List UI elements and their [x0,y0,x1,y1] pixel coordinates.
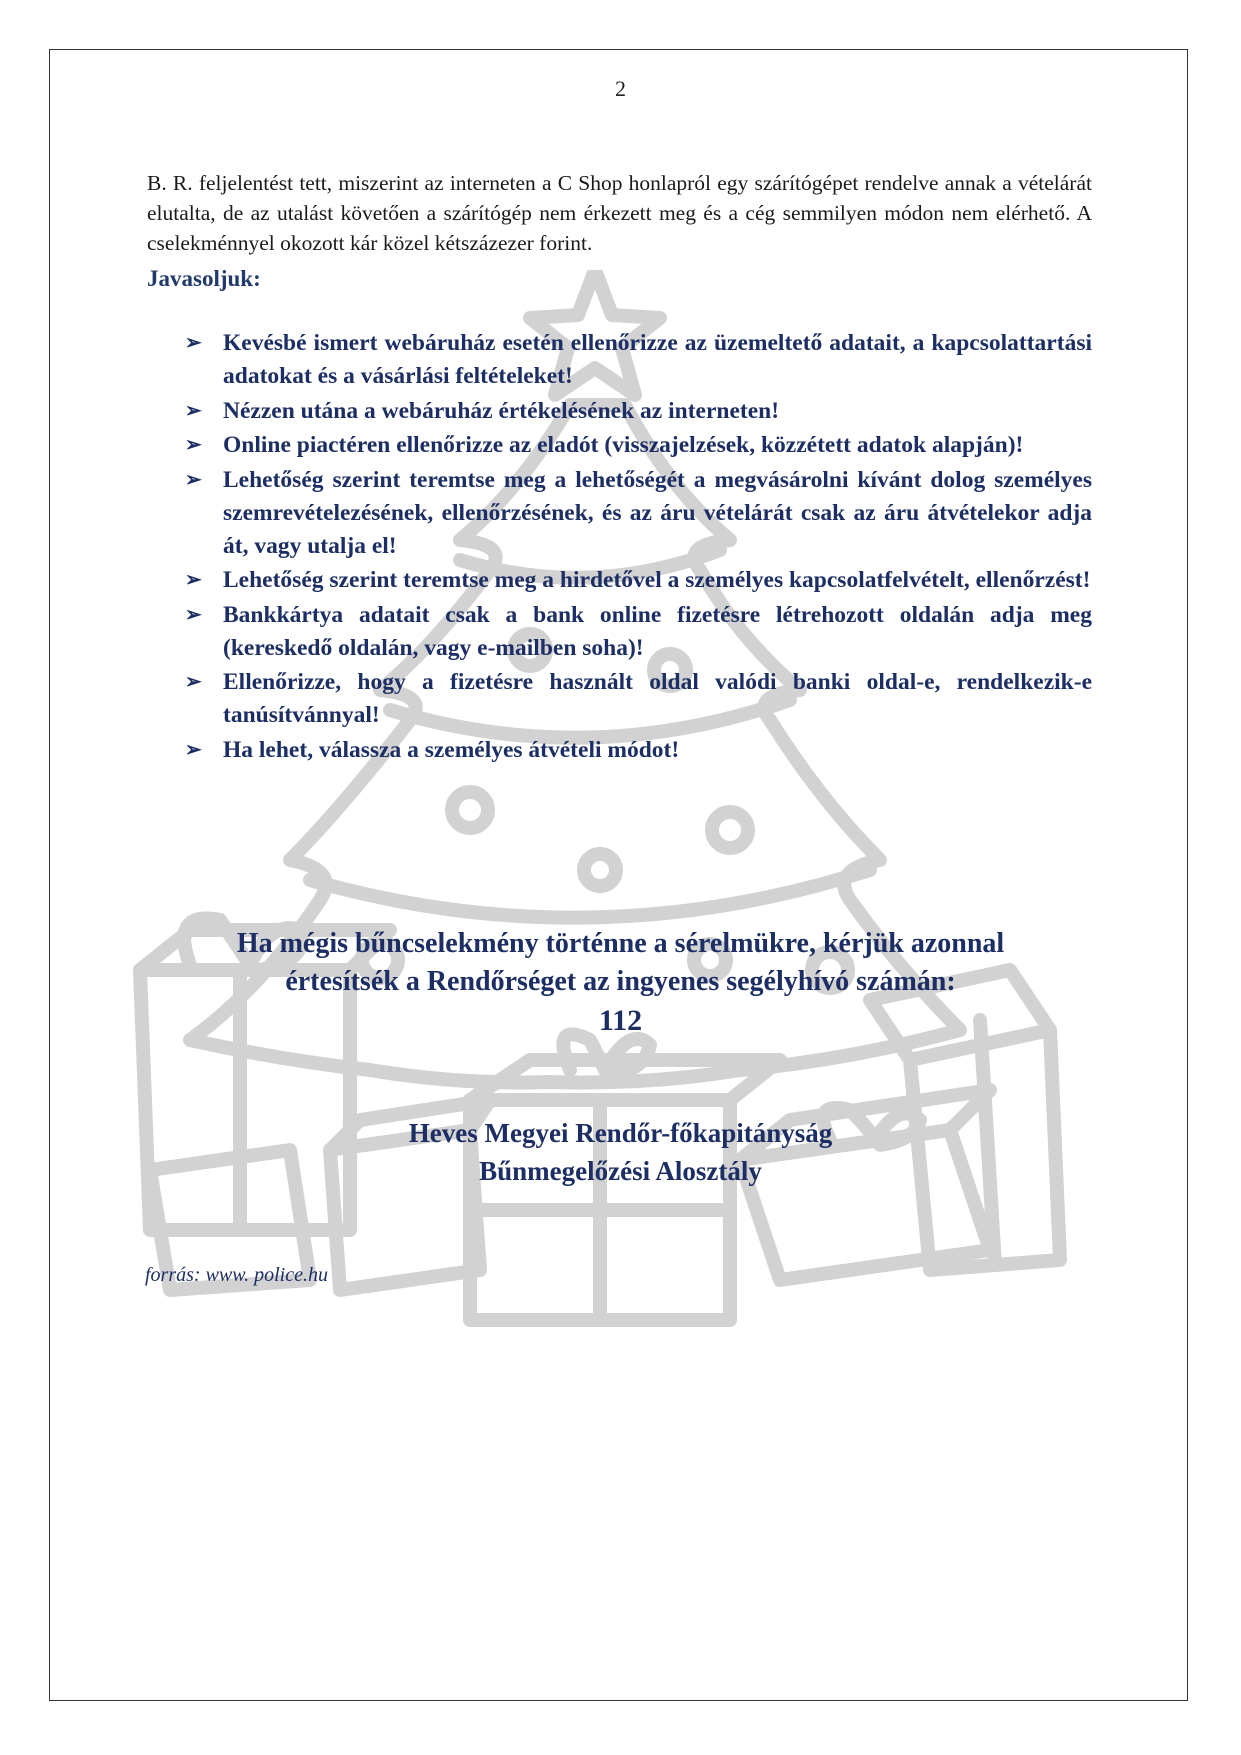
tip-text: Kevésbé ismert webáruház esetén ellenőrizze az üzemeltető adatait, a kapcsolattartási adatokat és a vásárlási feltételeket! [223,330,1092,389]
emergency-notice [0,925,1241,1041]
arrowhead-bullet-icon: ➢ [185,671,202,693]
list-item [185,599,1092,665]
tips-list [185,327,1092,768]
emergency-number: 112 [598,1004,643,1037]
intro-paragraph: B. R. feljelentést tett, miszerint az interneten a C Shop honlapról egy szárítógépet rendelve annak a vételárát elutalta, de az utalást követően a szárítógép nem érkezett meg és a cég semmilyen módon nem elérhető. A cselekménnyel okozott kár közel kétszázezer forint. [147,170,1092,255]
list-item [185,666,1092,732]
arrowhead-bullet-icon: ➢ [185,468,202,491]
emergency-line-1: Ha mégis bűncselekmény történne a sérelmükre, kérjük azonnal [236,928,1005,959]
tip-text: Bankkártya adatait csak a bank online fizetésre létrehozott oldalán adja meg (kereskedő oldalán, vagy e-mailben soha)! [223,601,1092,661]
list-item [185,464,1092,563]
page-number: 2 [615,76,626,101]
arrowhead-bullet-icon: ➢ [185,399,202,422]
recommendations-heading: Javasoljuk: [147,266,261,291]
signature-block [0,1114,1241,1190]
tip-text: Lehetőség szerint teremtse meg a lehetőségét a megvásárolni kívánt dolog személyes szemrevételezésének, ellenőrzésének, és az áru vételárát csak az áru átvételekor adja át, vagy utalja el! [223,466,1092,559]
tip-text: Ha lehet, válassza a személyes átvételi módot! [223,736,680,763]
tip-text: Lehetőség szerint teremtse meg a hirdetővel a személyes kapcsolatfelvételt, ellenőrzést! [223,567,1091,593]
arrowhead-bullet-icon: ➢ [185,603,202,626]
arrowhead-bullet-icon: ➢ [185,569,202,591]
list-item [185,395,1092,428]
list-item [185,564,1092,597]
tip-text: Ellenőrizze, hogy a fizetésre használt oldal valódi banki oldal-e, rendelkezik-e tanúsítvánnyal! [223,669,1092,728]
tip-text: Nézzen utána a webáruház értékelésének az interneten! [223,397,780,424]
signature-department: Bűnmegelőzési Alosztály [479,1156,762,1186]
source-note: forrás: www. police.hu [145,1264,328,1286]
arrowhead-bullet-icon: ➢ [185,738,202,761]
list-item [185,734,1092,767]
list-item [185,327,1092,393]
arrowhead-bullet-icon: ➢ [185,332,202,354]
emergency-line-2: értesítsék a Rendőrséget az ingyenes segélyhívó számán: [285,966,956,997]
arrowhead-bullet-icon: ➢ [185,434,202,456]
tip-text: Online piactéren ellenőrizze az eladót (visszajelzések, közzétett adatok alapján)! [223,432,1024,458]
signature-organization: Heves Megyei Rendőr-főkapitányság [408,1118,833,1148]
list-item [185,429,1092,462]
